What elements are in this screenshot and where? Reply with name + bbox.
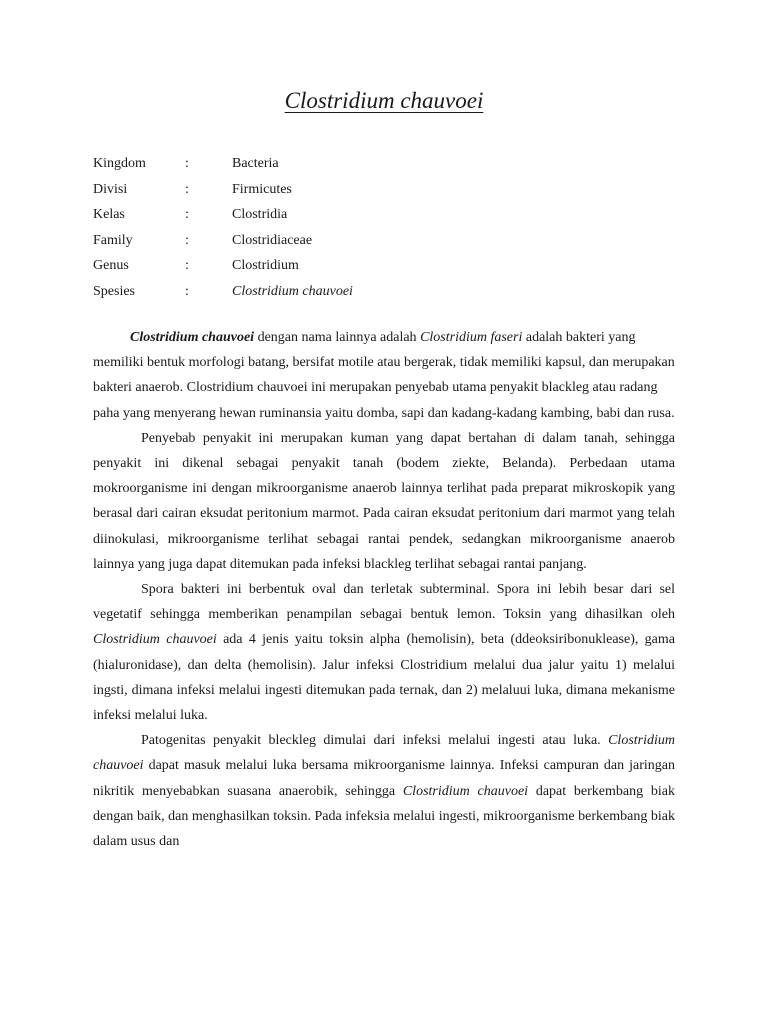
- taxonomy-label: Spesies: [93, 283, 135, 299]
- paragraph-text: dengan nama lainnya adalah: [254, 330, 421, 345]
- taxonomy-row-family: [93, 228, 613, 254]
- taxonomy-label: Kingdom: [93, 156, 146, 171]
- taxonomy-row-kelas: [93, 202, 613, 228]
- taxonomy-colon: :: [185, 181, 189, 197]
- taxonomy-row-spesies: [93, 279, 613, 305]
- paragraph-text: dapat berkembang biak dengan baik, dan menghasilkan toksin. Pada infeksia melalui ingesti, mikroorganisme berkembang biak dalam usus dan: [93, 783, 675, 850]
- taxonomy-colon: :: [185, 232, 189, 248]
- taxonomy-row-divisi: [93, 177, 613, 203]
- document-title: Clostridium chauvoei: [284, 88, 484, 113]
- paragraph-spores: [93, 577, 675, 728]
- taxonomy-colon: :: [185, 156, 189, 171]
- paragraph-text: Patogenitas penyakit bleckleg dimulai dari infeksi melalui ingesti atau luka.: [141, 733, 609, 749]
- taxonomy-colon: :: [185, 283, 189, 299]
- species-name: Clostridium chauvoei: [402, 783, 529, 799]
- species-name: Clostridium chauvoei: [93, 733, 675, 774]
- taxonomy-label: Family: [93, 232, 133, 248]
- species-name: Clostridium faseri: [420, 330, 523, 345]
- document-body: [93, 325, 675, 854]
- paragraph-intro: [93, 325, 675, 426]
- taxonomy-value: Clostridiaceae: [232, 232, 313, 248]
- taxonomy-table: [93, 151, 613, 304]
- taxonomy-row-genus: [93, 253, 613, 279]
- taxonomy-value: Clostridia: [232, 207, 288, 222]
- species-name: Clostridium chauvoei: [130, 330, 255, 345]
- paragraph-cause: Penyebab penyakit ini merupakan kuman yang dapat bertahan di dalam tanah, sehingga penyakit ini dikenal sebagai penyakit tanah (bodem ziekte, Belanda). Perbedaan utama mokroorganisme ini dengan mikroorganisme anaerob lainnya terlihat pada preparat mikroskopik yang berasal dari cairan eksudat peritonium marmot. Pada cairan eksudat peritonium dari marmot yang telah diinokulasi, mikroorganisme terlihat sebagai rantai pendek, sedangkan mikroorganisme anaerob lainnya yang juga dapat ditemukan pada infeksi blackleg terlihat sebagai rantai panjang.: [93, 430, 675, 572]
- taxonomy-label: Divisi: [93, 181, 128, 197]
- taxonomy-value: Bacteria: [232, 156, 279, 171]
- paragraph-text: Spora bakteri ini berbentuk oval dan terletak subterminal. Spora ini lebih besar dari sel vegetatif sehingga memberikan penampilan sebagai bentuk lemon. Toksin yang dihasilkan oleh: [93, 582, 675, 623]
- taxonomy-row-kingdom: [93, 151, 613, 177]
- taxonomy-colon: :: [185, 258, 189, 273]
- taxonomy-label: Genus: [93, 258, 129, 273]
- paragraph-pathogenesis: [93, 728, 675, 854]
- species-name: Clostridium chauvoei: [93, 632, 217, 648]
- taxonomy-value: Firmicutes: [232, 181, 292, 197]
- paragraph-text: adalah bakteri yang memiliki bentuk morfologi batang, bersifat motile atau bergerak, tidak memiliki kapsul, dan merupakan bakteri anaerob. Clostridium chauvoei ini merupakan penyebab utama penyakit blackleg atau radang paha yang menyerang hewan ruminansia yaitu domba, sapi dan kadang-kadang kambing, babi dan rusa.: [93, 330, 675, 421]
- taxonomy-value: Clostridium chauvoei: [232, 283, 353, 299]
- taxonomy-label: Kelas: [93, 207, 125, 222]
- taxonomy-value: Clostridium: [232, 258, 299, 273]
- taxonomy-colon: :: [185, 207, 189, 222]
- paragraph-text: dapat masuk melalui luka bersama mikroorganisme lainnya. Infeksi campuran dan jaringan nikritik menyebabkan suasana anaerobik, sehingga: [93, 758, 675, 799]
- paragraph-text: ada 4 jenis yaitu toksin alpha (hemolisin), beta (ddeoksiribonuklease), gama (hialuronidase), dan delta (hemolisin). Jalur infeksi Clostridium melalui dua jalur yaitu 1) melalui ingsti, dimana infeksi melalui ingesti ditemukan pada ternak, dan 2) melaluui luka, dimana mekanisme infeksi melalui luka.: [93, 632, 675, 724]
